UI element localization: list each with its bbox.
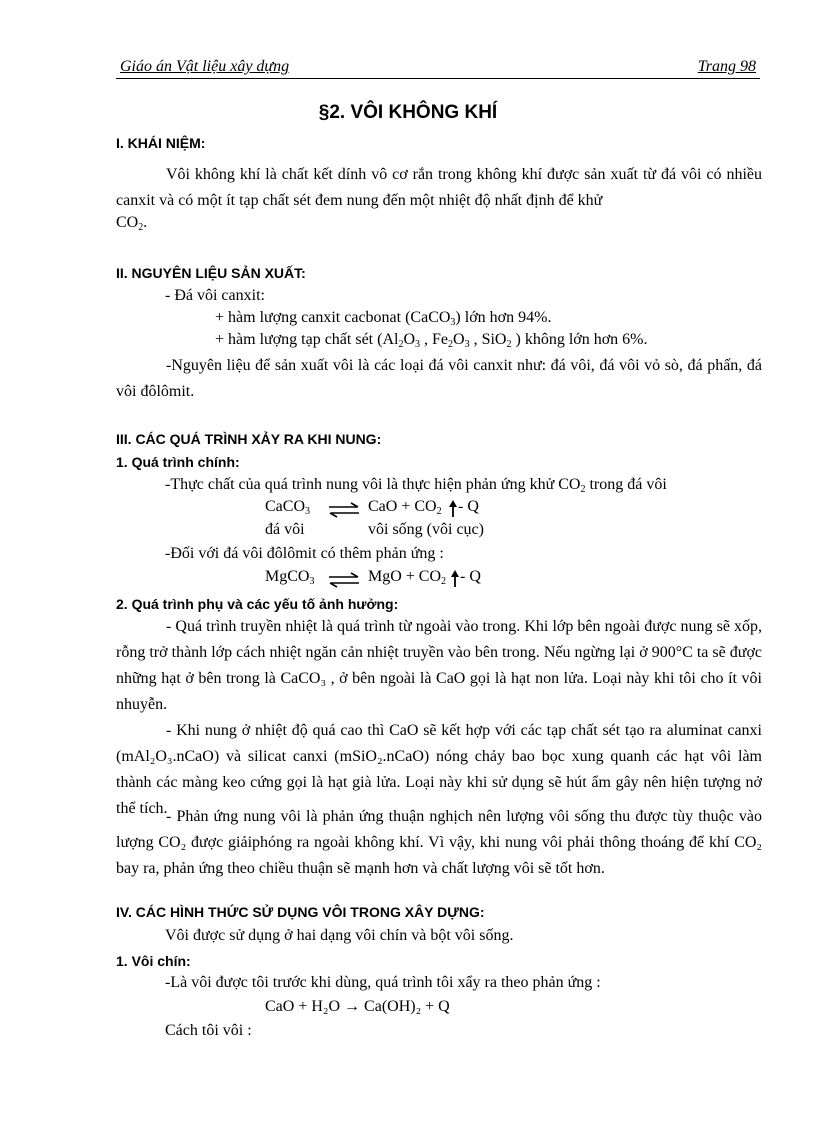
section-heading-4: IV. CÁC HÌNH THỨC SỬ DỤNG VÔI TRONG XÂY DỰNG: bbox=[116, 904, 485, 920]
equation-mgco3-right: MgO + $CO_2$ bbox=[368, 568, 447, 587]
material-item-2-d: O bbox=[453, 331, 465, 348]
eq2-right: MgO + CO bbox=[368, 568, 442, 585]
eq1-right: CaO + CO bbox=[368, 498, 437, 515]
equation-caco3-left: CaCO$_3$ bbox=[265, 498, 310, 517]
dolomite-line: -Đối với đá vôi đôlômit có thêm phản ứng : bbox=[165, 545, 444, 562]
label-quicklime: vôi sống (vôi cục) bbox=[368, 521, 484, 538]
material-item-2: + hàm lượng tạp chất sét ($Al_2O_3$ , $Fe_2O_3$ , SiO$_2$ ) không lớn hơn 6%. bbox=[215, 331, 648, 350]
page-title: §2. VÔI KHÔNG KHÍ bbox=[318, 102, 498, 123]
paragraph-overburn: - Khi nung ở nhiệt độ quá cao thì CaO sẽ kết hợp với các tạp chất sét tạo ra aluminat canxi (mAl₂O₃.nCaO) và silicat canxi (mSiO₂.nCaO) nóng chảy bao bọc xung quanh các hạt vôi làm thành các màng keo cứng gọi là hạt già lửa. Loại này khi sử dụng sẽ hút ẩm gây nên hiện tượng nở thể tích. bbox=[116, 722, 762, 817]
material-item-2-c: , Fe bbox=[420, 331, 449, 348]
equation-caco3-right: CaO + $CO_2$ bbox=[368, 498, 442, 517]
paragraph-heat-transfer: - Quá trình truyền nhiệt là quá trình từ ngoài vào trong. Khi lớp bên ngoài được nung sẽ xốp, rỗng trở thành lớp cách nhiệt ngăn cản nhiệt truyền vào bên trong. Nếu ngừng lại ở 900°C ta sẽ được những hạt ở bên trong là CaCO₃ , ở bên ngoài là CaO gọi là hạt non lửa. Loại này khi tôi cho ít vôi nhuyễn. bbox=[116, 618, 762, 713]
page-header bbox=[116, 56, 760, 79]
main-process-b: trong đá vôi bbox=[585, 476, 667, 493]
eq1-left: CaCO bbox=[265, 498, 305, 515]
material-item-2-e: , SiO bbox=[469, 331, 507, 348]
material-item-2-b: O bbox=[403, 331, 416, 348]
equation-mgco3-left: MgCO$_3$ bbox=[265, 568, 315, 587]
paragraph-materials: -Nguyên liệu để sản xuất vôi là các loại đá vôi canxit như: đá vôi, đá vôi vỏ sò, đá phấn, đá vôi đôlômit. bbox=[116, 357, 762, 400]
equation-caco3-tail: - Q bbox=[458, 498, 479, 515]
subheading-main-process: 1. Quá trình chính: bbox=[116, 454, 240, 470]
material-item-2-f: ) không lớn hơn 6%. bbox=[511, 331, 648, 348]
material-item-1-b: ) lớn hơn 94%. bbox=[455, 309, 552, 326]
gas-up-arrow-icon-2 bbox=[450, 570, 460, 588]
material-item-2-a: + hàm lượng tạp chất sét (Al bbox=[215, 331, 399, 348]
equilibrium-arrow-icon bbox=[327, 501, 361, 519]
subheading-slaked-lime: 1. Vôi chín: bbox=[116, 953, 191, 969]
material-item-1-a: + hàm lượng canxit cacbonat (CaCO bbox=[215, 309, 451, 326]
equation-mgco3-tail: - Q bbox=[460, 568, 481, 585]
material-intro: - Đá vôi canxit: bbox=[165, 287, 265, 304]
section-heading-3: III. CÁC QUÁ TRÌNH XẢY RA KHI NUNG: bbox=[116, 431, 382, 447]
page-number: Trang 98 bbox=[697, 58, 756, 75]
main-process-a: -Thực chất của quá trình nung vôi là thực hiện phản ứng khử CO bbox=[165, 476, 581, 493]
slaking-method: Cách tôi vôi : bbox=[165, 1022, 252, 1039]
subheading-secondary-process: 2. Quá trình phụ và các yếu tố ảnh hưởng: bbox=[116, 596, 399, 612]
slaked-lime-line: -Là vôi được tôi trước khi dùng, quá trình tôi xẩy ra theo phản ứng : bbox=[165, 974, 601, 991]
definition-end: $CO_2$. bbox=[116, 214, 148, 233]
gas-up-arrow-icon bbox=[448, 500, 458, 518]
co2-text: CO bbox=[116, 214, 139, 231]
equation-slaking: CaO + H₂O → Ca(OH)₂ + Q bbox=[265, 998, 450, 1015]
paragraph-reversible: - Phản ứng nung vôi là phản ứng thuận nghịch nên lượng vôi sống thu được tùy thuộc vào lượng CO₂ được giảiphóng ra ngoài không khí. Vì vậy, khi nung vôi phải thông thoáng để khí CO₂ bay ra, phản ứng theo chiều thuận sẽ mạnh hơn và chất lượng vôi sẽ tốt hơn. bbox=[116, 808, 762, 877]
equilibrium-arrow-icon-2 bbox=[327, 571, 361, 589]
eq2-left: MgCO bbox=[265, 568, 310, 585]
label-limestone: đá vôi bbox=[265, 521, 305, 538]
header-title: Giáo án Vật liệu xây dựng bbox=[120, 58, 290, 75]
section-heading-1: I. KHÁI NIỆM: bbox=[116, 135, 206, 151]
material-item-1: + hàm lượng canxit cacbonat (CaCO$_3$) lớn hơn 94%. bbox=[215, 309, 552, 328]
usage-intro: Vôi được sử dụng ở hai dạng vôi chín và bột vôi sống. bbox=[165, 927, 514, 944]
paragraph-definition: Vôi không khí là chất kết dính vô cơ rắn trong không khí được sản xuất từ đá vôi có nhiều canxit và có một ít tạp chất sét đem nung đến một nhiệt độ nhất định để khử bbox=[116, 166, 762, 209]
main-process-line: -Thực chất của quá trình nung vôi là thực hiện phản ứng khử $CO_2$ trong đá vôi bbox=[165, 476, 667, 495]
section-heading-2: II. NGUYÊN LIỆU SẢN XUẤT: bbox=[116, 265, 306, 281]
